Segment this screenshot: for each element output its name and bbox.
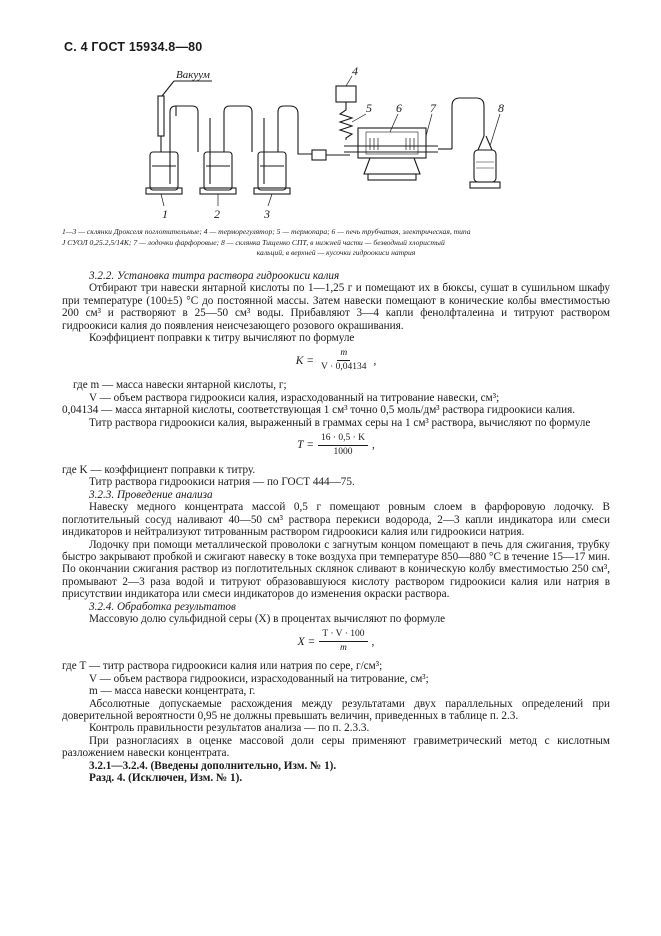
formula-numerator: T · V · 100 [319, 629, 367, 642]
label-3: 3 [264, 207, 270, 221]
paragraph: Титр раствора гидроокиси натрия — по ГОСТ 444—75. [89, 476, 355, 489]
label-6: 6 [396, 101, 402, 115]
vacuum-label: Вакуум [176, 69, 210, 81]
formula-t [62, 433, 610, 458]
label-8: 8 [498, 101, 504, 115]
thermoregulator [336, 86, 356, 102]
formula-lhs: K = [295, 354, 315, 367]
section-heading-323: 3.2.3. Проведение анализа [89, 488, 213, 501]
caption-line-2: J СУОЛ 0,25.2,5/14К; 7 — лодочки фарфоровые; 8 — склянка Тищенко СПТ, в нижней части — безводный хлористый [62, 237, 445, 247]
paragraph: Лодочку при помощи металлической проволоки с загнутым концом помещают в печь для сжигания, трубку быстро закрывают пробкой и сжигают навеску в токе воздуха при температуре 850—880 °С в течение 15—17 мин. По окончании сжигания раствор из поглотительных склянок сливают в коническую колбу вместимостью 250 см³, промывают 2—3 раза водой и титруют образовавшуюся кислоту раствором гидроокиси калия или натрия в присутствии индикатора или смеси индикаторов до изменения окраски раствора. [62, 538, 610, 601]
paragraph: При разногласиях в оценке массовой доли серы применяют гравиметрический метод с кислотным разложением навески концентрата. [62, 734, 610, 760]
amendment-note: Разд. 4. (Исключен, Изм. № 1). [89, 772, 243, 784]
section-heading-322: 3.2.2. Установка титра раствора гидроокиси калия [89, 270, 340, 282]
caption-line-1: 1—3 — склянки Дрокселя поглотительные; 4 — терморегулятор; 5 — термопара; 6 — печь трубчатая, электрическая, типа [62, 227, 471, 236]
paragraph: Коэффициент поправки к титру вычисляют по формуле [89, 332, 355, 345]
where-line: где m — масса навески янтарной кислоты, г; [73, 379, 287, 392]
label-4: 4 [352, 66, 358, 78]
absorption-flask-1 [146, 106, 198, 194]
label-2: 2 [214, 207, 220, 221]
formula-lhs: T = [297, 439, 314, 452]
absorption-flask-3 [254, 106, 312, 194]
apparatus-diagram [140, 66, 530, 226]
paragraph: Массовую долю сульфидной серы (X) в процентах вычисляют по формуле [89, 612, 446, 625]
formula-x [62, 629, 610, 654]
label-5: 5 [366, 101, 372, 115]
where-line: m — масса навески концентрата, г. [89, 685, 256, 698]
formula-lhs: X = [297, 635, 316, 648]
formula-numerator: m [337, 348, 350, 361]
label-7: 7 [430, 101, 436, 115]
where-line: V — объем раствора гидроокиси, израсходованный на титрование, см³; [89, 672, 429, 685]
tishchenko-flask [470, 136, 500, 188]
formula-denominator: V · 0,04134 [321, 362, 367, 373]
absorption-flask-2 [198, 106, 252, 194]
page-header: С. 4 ГОСТ 15934.8—80 [64, 40, 203, 54]
formula-denominator: 1000 [333, 447, 353, 458]
formula-k [62, 348, 610, 373]
section-heading-324: 3.2.4. Обработка результатов [89, 600, 236, 613]
formula-tail: , [371, 635, 375, 648]
formula-numerator: 16 · 0,5 · K [318, 433, 368, 446]
paragraph: Титр раствора гидроокиси калия, выраженный в граммах серы на 1 см³ раствора, вычисляют по формуле [89, 416, 591, 429]
formula-denominator: m [339, 643, 347, 654]
where-line: 0,04134 — масса янтарной кислоты, соответствующая 1 см³ точно 0,5 моль/дм³ раствора гидроокиси калия. [62, 404, 576, 417]
paragraph: Навеску медного концентрата массой 0,5 г помещают ровным слоем в фарфоровую лодочку. В поглотительный сосуд наливают 40—50 см³ раствора перекиси водорода, 2—3 капли индикатора или смеси индикаторов и нейтрализуют титрованным раствором гидроокиси калия или гидроокиси натрия. [62, 501, 610, 539]
thermocouple [340, 102, 352, 140]
amendment-note: 3.2.1—3.2.4. (Введены дополнительно, Изм. № 1). [89, 759, 337, 772]
where-line: где K — коэффициент поправки к титру. [62, 464, 256, 477]
where-line: где T — титр раствора гидроокиси калия или натрия по сере, г/см³; [62, 660, 383, 673]
figure-caption [62, 227, 610, 259]
where-line: V — объем раствора гидроокиси калия, израсходованный на титрование навески, см³; [89, 391, 500, 404]
tube-furnace [344, 128, 438, 180]
paragraph: Отбирают три навески янтарной кислоты по 1—1,25 г и помещают их в бюксы, сушат в сушильном шкафу при температуре (100±5) °С до постоянной массы. Затем навески помещают в конические колбы вместимостью 200 см³ и растворяют в 25—50 см³ воды. Прибавляют 3—4 капли фенолфталеина и титруют раствором гидроокиси калия до появления неисчезающего розового окрашивания. [62, 282, 610, 332]
formula-tail: , [373, 354, 377, 367]
caption-line-3: кальций, в верхней — кусочки гидроокиси натрия [256, 248, 416, 257]
paragraph: Контроль правильности результатов анализа — по п. 2.3.3. [89, 722, 370, 735]
document-body [62, 270, 610, 784]
formula-tail: , [372, 439, 375, 452]
label-1: 1 [162, 207, 168, 221]
paragraph: Абсолютные допускаемые расхождения между результатами двух параллельных определений при доверительной вероятности 0,95 не должны превышать величин, приведенных в таблице п. 2.3. [62, 697, 610, 722]
